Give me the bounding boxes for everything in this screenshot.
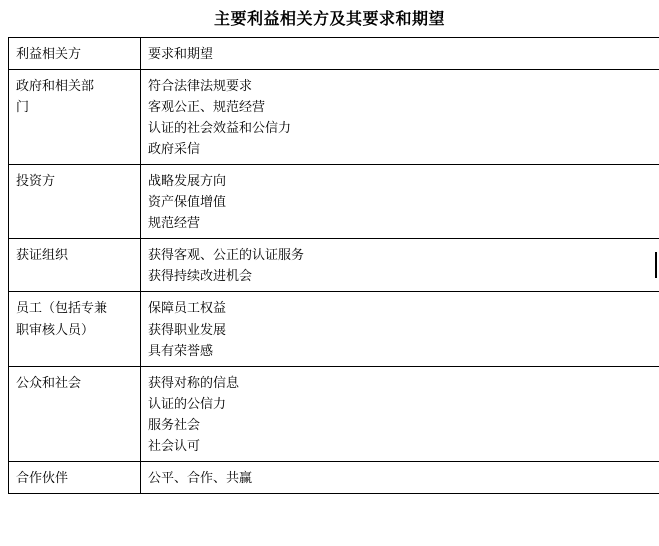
requirement-line: 获得客观、公正的认证服务 (148, 247, 305, 263)
column-header-requirements: 要求和期望 (141, 38, 659, 70)
requirement-line: 认证的社会效益和公信力 (148, 120, 292, 136)
requirement-line: 客观公正、规范经营 (148, 99, 266, 115)
table-header-row (9, 38, 659, 70)
table-row (9, 292, 659, 366)
requirement-line: 认证的公信力 (148, 395, 227, 411)
party-line: 合作伙伴 (16, 469, 69, 485)
party-line: 获证组织 (16, 247, 69, 263)
table-row (9, 70, 659, 165)
requirement-line: 规范经营 (148, 215, 201, 231)
table-row (9, 165, 659, 239)
table-row (9, 239, 659, 292)
requirement-line: 公平、合作、共赢 (148, 469, 253, 485)
requirement-line: 政府采信 (148, 141, 201, 157)
cell-party (9, 70, 141, 165)
cell-requirements (141, 239, 659, 292)
cell-party (9, 292, 141, 366)
requirement-line: 获得对称的信息 (148, 374, 240, 390)
requirement-line: 符合法律法规要求 (148, 78, 253, 94)
party-line: 投资方 (16, 173, 56, 189)
requirement-line: 获得持续改进机会 (148, 268, 253, 284)
requirement-line: 保障员工权益 (148, 300, 227, 316)
column-header-party: 利益相关方 (9, 38, 141, 70)
requirement-line: 社会认可 (148, 437, 201, 453)
cell-party (9, 239, 141, 292)
table-row (9, 366, 659, 461)
page-edge-mark (655, 252, 657, 278)
requirement-line: 具有荣誉感 (148, 342, 214, 358)
stakeholder-table (8, 37, 659, 494)
page-title: 主要利益相关方及其要求和期望 (213, 11, 445, 28)
party-line: 公众和社会 (16, 374, 82, 390)
table-body (9, 38, 659, 494)
party-line: 员工（包括专兼 (16, 300, 108, 316)
cell-party (9, 461, 141, 493)
requirement-line: 资产保值增值 (148, 194, 227, 210)
cell-requirements (141, 461, 659, 493)
party-line: 政府和相关部 (16, 78, 95, 94)
cell-requirements (141, 70, 659, 165)
cell-requirements (141, 366, 659, 461)
party-line: 门 (16, 99, 30, 115)
requirement-line: 战略发展方向 (148, 173, 227, 189)
cell-requirements (141, 165, 659, 239)
party-line: 职审核人员） (16, 321, 95, 337)
requirement-line: 服务社会 (148, 416, 201, 432)
table-row (9, 461, 659, 493)
cell-party (9, 366, 141, 461)
cell-requirements (141, 292, 659, 366)
requirement-line: 获得职业发展 (148, 321, 227, 337)
cell-party (9, 165, 141, 239)
